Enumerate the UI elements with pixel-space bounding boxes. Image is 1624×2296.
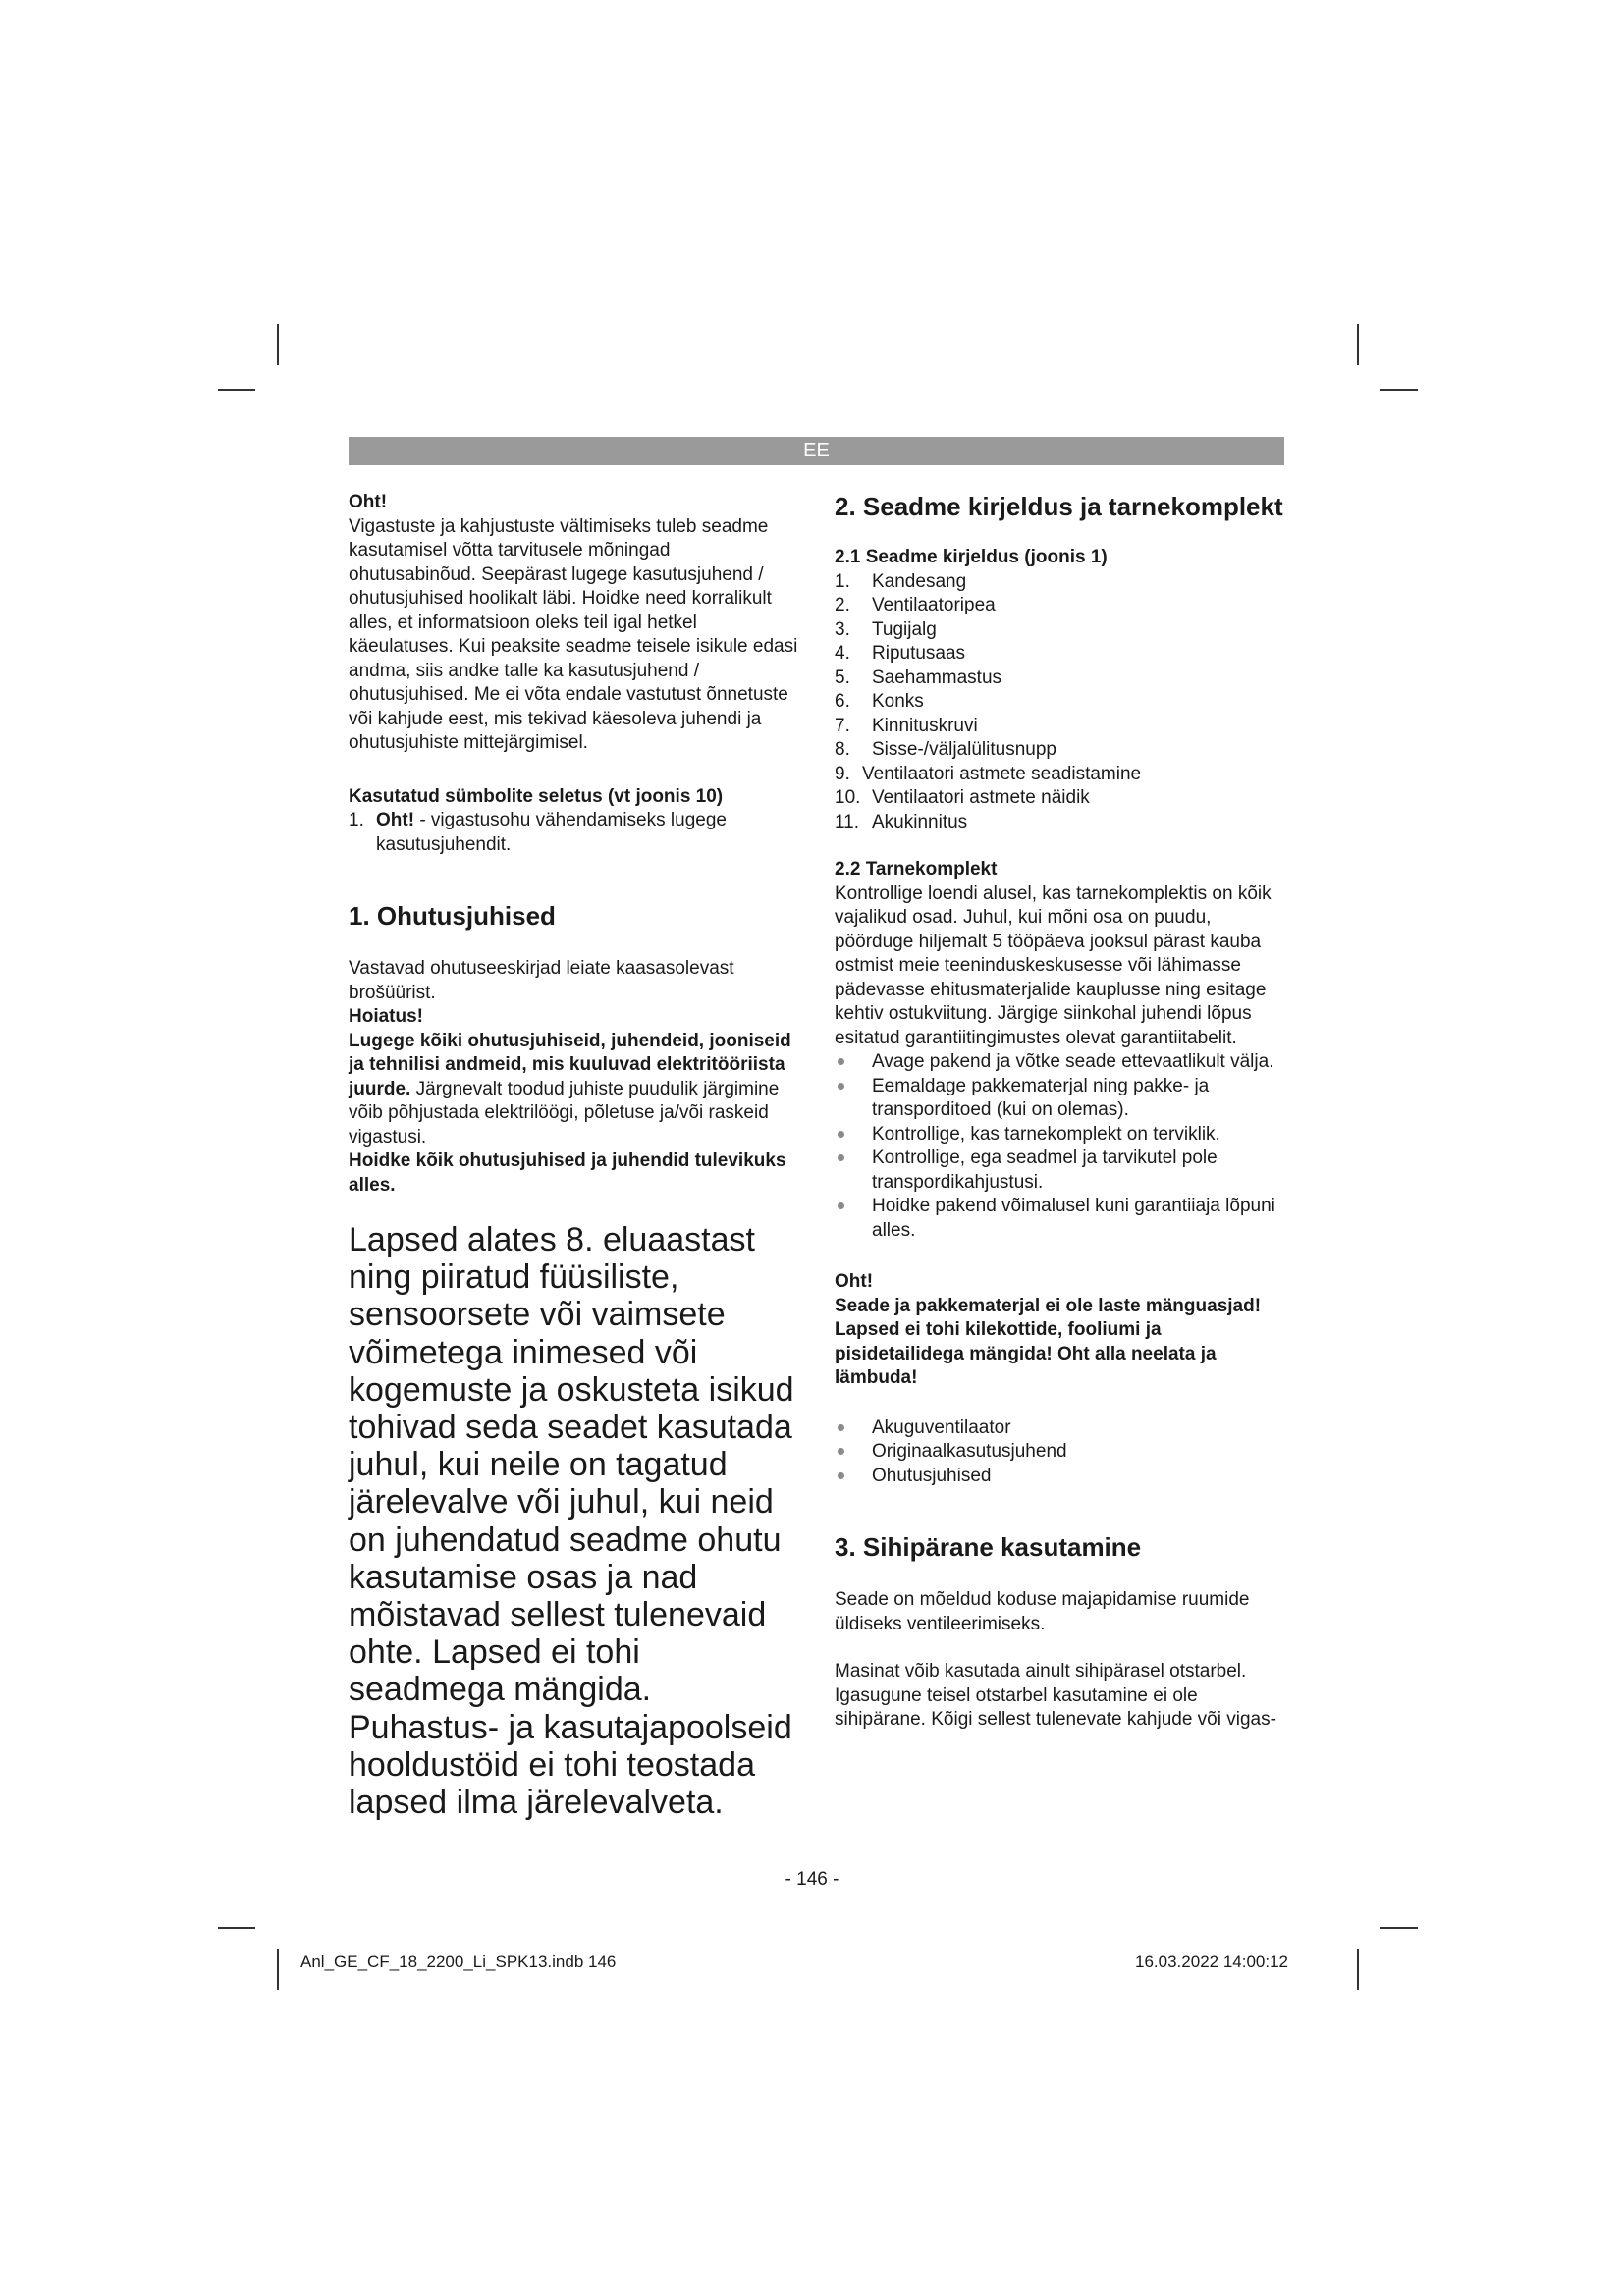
danger-text: Vigastuste ja kahjustuste vältimiseks tuleb seadme kasutamisel võtta tarvitusele mõningad ohutusabinõud. Seepärast lugege kasutusjuhend / ohutusjuhised hoolikalt läbi. Hoidke need korralikult alles, et informatsioon oleks teil igal hetkel käeulatuses. Kui peaksite seadme teisele isikule edasi andma, siis andke talle ka kasutusjuhend / ohutusjuhised. Me ei võta endale vastutust õnnetuste või kahjude eest, mis tekivad käesoleva juhendi ja ohutusjuhiste mittejärgimisel. (349, 515, 798, 753)
symbol-text: - vigastusohu vähendamiseks lugege kasutusjuhendit. (376, 810, 727, 855)
list-number: 8. (835, 739, 850, 760)
list-number: 6. (835, 691, 850, 712)
symbol-item (349, 809, 800, 857)
list-item: Originaalkasutusjuhend (835, 1440, 1288, 1465)
section-2-2-text: Kontrollige loendi alusel, kas tarnekomplektis on kõik vajalikud osad. Juhul, kui mõni osa on puudu, pöörduge hiljemalt 5 tööpäeva jooksul pärast kauba ostmist meie teeninduskeskusesse või lähimasse pädevasse ehitusmaterjalide kauplusse ning esitage kehtiv ostukviitung. Järgige siinkohal juhendi lõpus esitatud garantiitingimustes olevat garantiitabelit. (835, 882, 1272, 1048)
danger-title: Oht! (349, 492, 388, 512)
crop-mark (1357, 324, 1359, 365)
danger2-text: Seade ja pakkematerjal ei ole laste mänguasjad! Lapsed ei tohi kilekottide, fooliumi ja pisidetailidega mängida! Oht alla neelata ja lämbuda! (835, 1295, 1262, 1388)
list-item: Kontrollige, kas tarnekomplekt on terviklik. (835, 1123, 1288, 1148)
list-item: Ohutusjuhised (835, 1465, 1288, 1489)
children-notice: Lapsed alates 8. eluaastast ning piiratud füüsiliste, sensoorsete või vaimsete võimetega inimesed või kogemuste ja oskusteta isikud tohivad seda seadet kasutada juhul, kui neile on tagatud järelevalve või juhul, kui neid on juhendatud seadme ohutu kasutamise osas ja nad mõistavad sellest tulenevaid ohte. Lapsed ei tohi seadmega mängida. Puhastus- ja kasutajapoolseid hooldustöid ei tohi teostada lapsed ilma järelevalveta. (349, 1221, 794, 1822)
contents-list (835, 1416, 1288, 1489)
crop-mark (277, 1949, 279, 1990)
warning-text: Järgnevalt toodud juhiste puudulik järgimine võib põhjustada elektrilöögi, põletuse ja/või raskeid vigastusi. (349, 1078, 780, 1148)
list-item: Akuguventilaator (835, 1416, 1288, 1441)
list-number: 10. (835, 787, 861, 808)
left-column (349, 491, 800, 1821)
list-item (835, 667, 1288, 691)
list-number: 2. (835, 595, 850, 615)
danger2-title: Oht! (835, 1271, 874, 1292)
list-item (835, 738, 1288, 763)
list-label: Saehammastus (872, 667, 1002, 688)
crop-mark (218, 389, 255, 391)
list-item: Hoidke pakend võimalusel kuni garantiiaja lõpuni alles. (835, 1195, 1288, 1243)
crop-mark (1357, 1949, 1359, 1990)
section-2-title: 2. Seadme kirjeldus ja tarnekomplekt (835, 492, 1283, 521)
list-number: 11. (835, 811, 860, 832)
warning-bold: Lugege kõiki ohutusjuhiseid, juhendeid, jooniseid ja tehnilisi andmeid, mis kuuluvad elektritööriista juurde. (349, 1030, 791, 1099)
list-label: Kinnituskruvi (872, 715, 978, 736)
symbols-title: Kasutatud sümbolite seletus (vt joonis 10) (349, 785, 724, 807)
language-code: EE (803, 440, 830, 461)
section-3-p1: Seade on mõeldud koduse majapidamise ruumide üldiseks ventileerimiseks. (835, 1589, 1250, 1634)
list-item (835, 763, 1288, 787)
parts-list (835, 570, 1288, 835)
crop-mark (277, 324, 279, 365)
list-label: Akukinnitus (872, 811, 968, 832)
page-number: - 146 - (785, 1869, 839, 1890)
section-1-intro: Vastavad ohutuseeskirjad leiate kaasasolevast brošüürist. (349, 958, 734, 1003)
unpack-checklist (835, 1050, 1288, 1243)
section-2-1-title: 2.1 Seadme kirjeldus (joonis 1) (835, 547, 1108, 567)
list-label: Konks (872, 691, 924, 712)
list-item (835, 786, 1288, 811)
crop-mark (1380, 1927, 1418, 1929)
list-item: Eemaldage pakkematerjal ning pakke- ja transporditoed (kui on olemas). (835, 1075, 1288, 1123)
list-label: Ventilaatori astmete näidik (872, 787, 1090, 808)
language-header-bar (349, 437, 1284, 465)
list-label: Tugijalg (872, 618, 937, 640)
list-item (835, 618, 1288, 643)
list-label: Riputusaas (872, 643, 966, 664)
list-number: 3. (835, 618, 850, 640)
section-1-title: 1. Ohutusjuhised (349, 901, 556, 931)
list-number: 7. (835, 715, 850, 736)
list-item (835, 811, 1288, 835)
crop-mark (1380, 389, 1418, 391)
list-number: 1. (835, 570, 850, 592)
list-item (835, 715, 1288, 739)
crop-mark (218, 1927, 255, 1929)
warning-paragraph (349, 1030, 800, 1150)
list-number: 4. (835, 643, 850, 664)
list-label: Sisse-/väljalülitusnupp (872, 739, 1056, 760)
section-3-p2: Masinat võib kasutada ainult sihipärasel otstarbel. Igasugune teisel otstarbel kasutamine ei ole sihipärane. Kõigi sellest tulenevate kahjude või vigas- (835, 1661, 1276, 1730)
list-item (835, 570, 1288, 595)
list-label: Ventilaatoripea (872, 595, 996, 615)
keep-instructions: Hoidke kõik ohutusjuhised ja juhendid tulevikuks alles. (349, 1150, 786, 1196)
list-item (835, 690, 1288, 715)
section-2-2-title: 2.2 Tarnekomplekt (835, 859, 998, 880)
list-item: Kontrollige, ega seadmel ja tarvikutel pole transpordikahjustusi. (835, 1147, 1288, 1195)
footer-datetime: 16.03.2022 14:00:12 (1135, 1952, 1288, 1971)
list-item (835, 642, 1288, 667)
section-3-title: 3. Sihipärane kasutamine (835, 1532, 1142, 1562)
list-number: 9. (835, 763, 850, 784)
warning-title: Hoiatus! (349, 1006, 423, 1027)
list-number: 5. (835, 667, 850, 688)
right-column (835, 491, 1288, 1733)
symbol-bold: Oht! (376, 810, 415, 830)
list-label: Kandesang (872, 570, 967, 592)
list-item: Avage pakend ja võtke seade ettevaatlikult välja. (835, 1050, 1288, 1075)
symbols-list (349, 809, 800, 857)
list-label: Ventilaatori astmete seadistamine (862, 763, 1142, 784)
list-item (835, 594, 1288, 618)
symbol-number: 1. (349, 810, 364, 830)
footer-file-info: Anl_GE_CF_18_2200_Li_SPK13.indb 146 (300, 1952, 617, 1971)
